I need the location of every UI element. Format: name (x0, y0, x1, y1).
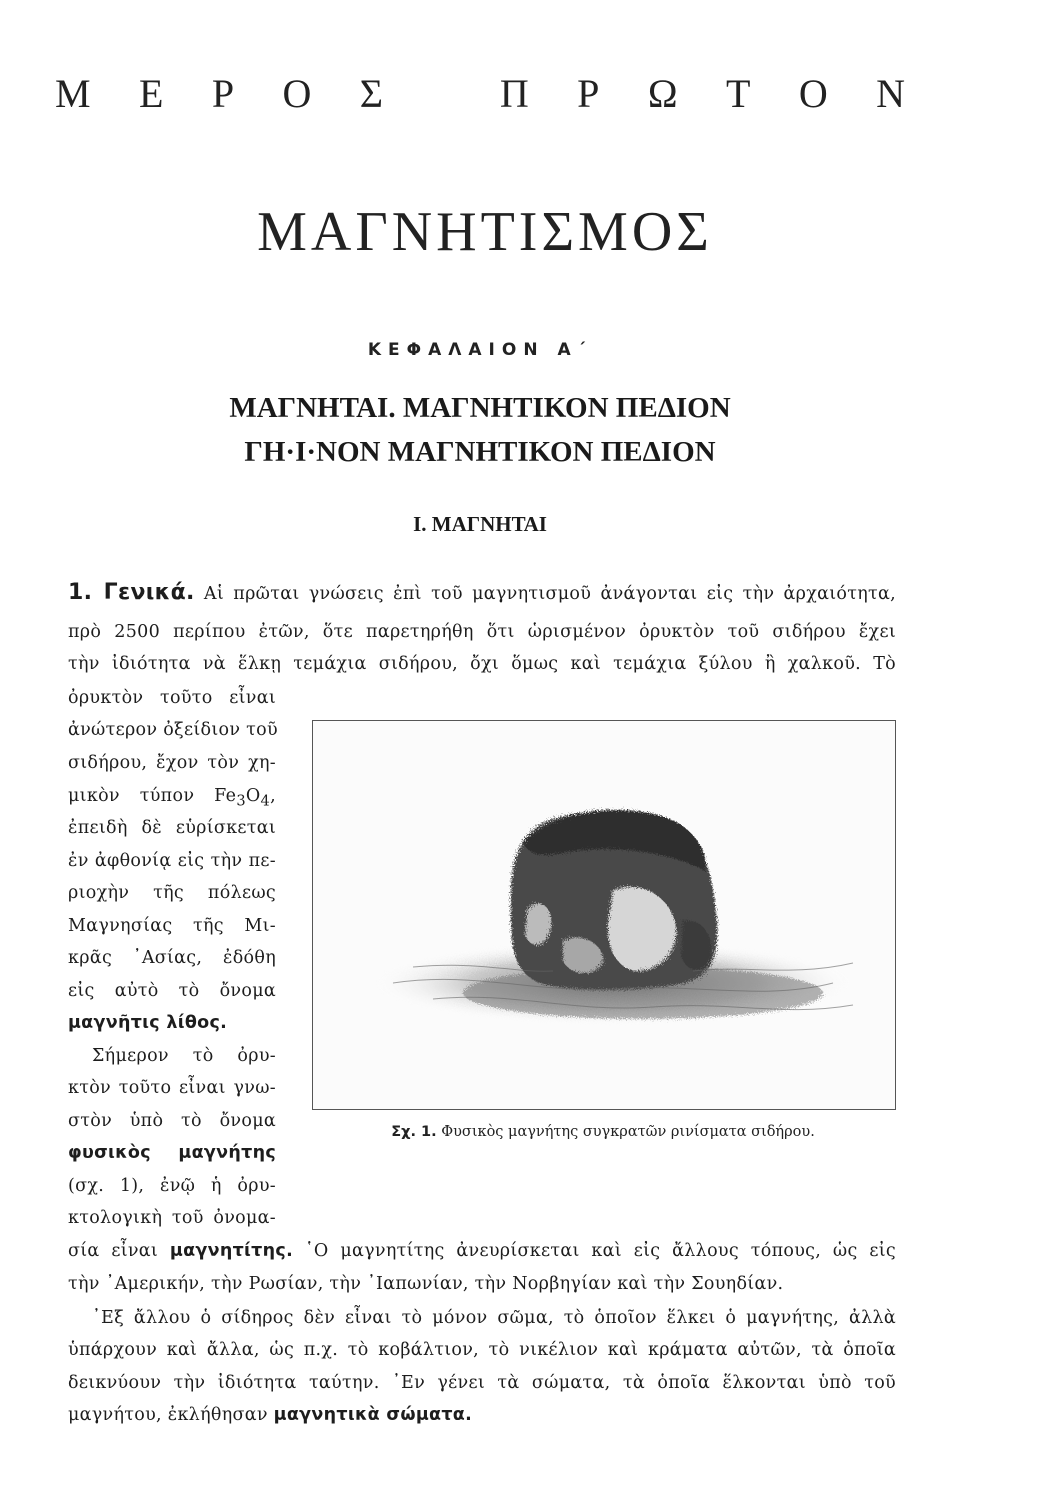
key-term: μαγνητίτης. (169, 1241, 294, 1261)
line-text: ῾Ο μαγνητίτης ἀνευρίσκεται καὶ εἰς ἄλλους τόπους, ὡς εἰς (304, 1241, 897, 1261)
paragraph-line: ὑπάρχουν καὶ ἄλλα, ὡς π.χ. τὸ κοβάλτιον, τὸ νικέλιον καὶ κράματα αὐτῶν, τὰ ὁποῖα (68, 1340, 896, 1360)
paragraph-line: ἐπειδὴ δὲ εὑρίσκεται (68, 818, 276, 838)
part-letter: Ο (798, 70, 828, 116)
part-letter: Ν (876, 70, 905, 116)
part-letter: Ρ (211, 70, 235, 116)
part-letter: Ε (138, 70, 164, 116)
figure-label: Σχ. 1. (391, 1124, 437, 1140)
paragraph-line: ὀρυκτὸν τοῦτο εἶναι (68, 688, 276, 708)
paragraph-line: τὴν ἰδιότητα νὰ ἕλκῃ τεμάχια σιδήρου, ὄχι ὅμως καὶ τεμάχια ξύλου ἢ χαλκοῦ. Τὸ (68, 654, 896, 674)
subscript: 4 (260, 792, 271, 810)
part-letter: Ρ (577, 70, 600, 116)
main-title: ΜΑΓΝΗΤΙΣΜΟΣ (257, 201, 713, 263)
part-letter: Ο (282, 70, 312, 116)
part-letter: Ω (647, 70, 678, 116)
part-letter: Σ (359, 70, 384, 116)
paragraph-line (68, 1013, 276, 1033)
paragraph-line: Μαγνησίας τῆς Μι- (68, 916, 276, 936)
part-heading (55, 68, 905, 118)
chapter-label: ΚΕΦΑΛΑΙΟΝ Α΄ (367, 340, 593, 360)
magnet-illustration (313, 721, 895, 1109)
paragraph-line: ἀνώτερον ὀξείδιον τοῦ (68, 720, 278, 740)
paragraph-line (68, 1143, 276, 1163)
paragraph-line: εἰς αὐτὸ τὸ ὄνομα (68, 981, 276, 1001)
section-title: Ι. ΜΑΓΝΗΤΑΙ (413, 512, 547, 536)
key-term: μαγνητικὰ σώματα. (273, 1405, 473, 1425)
paragraph-line (68, 580, 896, 605)
figure-caption-text: Φυσικὸς μαγνήτης συγκρατῶν ρινίσματα σιδήρου. (441, 1124, 815, 1140)
line-text: Αἱ πρῶται γνώσεις ἐπὶ τοῦ μαγνητισμοῦ ἀνάγονται εἰς τὴν ἀρχαιότητα, (203, 584, 896, 604)
figure-caption (312, 1124, 894, 1140)
paragraph-line: ριοχὴν τῆς πόλεως (68, 883, 276, 903)
line-text: μαγνήτου, ἐκλήθησαν (68, 1405, 268, 1425)
part-letter: Π (499, 70, 529, 116)
line-text: σία εἶναι (68, 1241, 159, 1261)
key-term: φυσικὸς μαγνήτης (68, 1143, 276, 1163)
paragraph-line: στὸν ὑπὸ τὸ ὄνομα (68, 1111, 276, 1131)
paragraph-line: ᾿Εξ ἄλλου ὁ σίδηρος δὲν εἶναι τὸ μόνον σῶμα, τὸ ὁποῖον ἕλκει ὁ μαγνήτης, ἀλλὰ (92, 1308, 896, 1328)
paragraph-line (68, 1241, 896, 1261)
part-letter: Τ (725, 70, 751, 116)
paragraph-line: (σχ. 1), ἐνῷ ἡ ὀρυ- (68, 1176, 276, 1196)
paragraph-line: τὴν ᾿Αμερικήν, τὴν Ρωσίαν, τὴν ᾿Ιαπωνίαν, τὴν Νορβηγίαν καὶ τὴν Σουηδίαν. (68, 1274, 784, 1294)
line-text: O (245, 786, 261, 806)
paragraph-lead: 1. Γενικά. (68, 580, 195, 605)
chapter-title-line1: ΜΑΓΝΗΤΑΙ. ΜΑΓΝΗΤΙΚΟΝ ΠΕΔΙΟΝ (229, 392, 731, 424)
paragraph-line (68, 1405, 896, 1425)
paragraph-line: Σήμερον τὸ ὀρυ- (92, 1046, 276, 1066)
line-text: μικὸν τύπον Fe (68, 786, 237, 806)
paragraph-line: δεικνύουν τὴν ἰδιότητα ταύτην. ᾿Εν γένει τὰ σώματα, τὰ ὁποῖα ἕλκονται ὑπὸ τοῦ (68, 1373, 896, 1393)
figure-image (312, 720, 896, 1110)
paragraph-line: σιδήρου, ἔχον τὸν χη- (68, 753, 276, 773)
paragraph-line: κρᾶς ᾿Ασίας, ἐδόθη (68, 948, 276, 968)
paragraph-line: ἐν ἀφθονίᾳ εἰς τὴν πε- (68, 851, 276, 871)
paragraph-line: πρὸ 2500 περίπου ἐτῶν, ὅτε παρετηρήθη ὅτι ὡρισμένον ὀρυκτὸν τοῦ σιδήρου ἔχει (68, 622, 896, 642)
part-letter: Μ (55, 70, 91, 116)
chapter-title-line2: ΓΗ·Ι·ΝΟΝ ΜΑΓΝΗΤΙΚΟΝ ΠΕΔΙΟΝ (244, 436, 716, 468)
paragraph-line: κτολογικὴ τοῦ ὀνομα- (68, 1208, 276, 1228)
key-term: μαγνῆτις λίθος. (68, 1013, 228, 1033)
line-text: , (270, 786, 276, 806)
paragraph-line (68, 786, 276, 810)
subscript: 3 (236, 792, 246, 810)
paragraph-line: κτὸν τοῦτο εἶναι γνω- (68, 1078, 276, 1098)
